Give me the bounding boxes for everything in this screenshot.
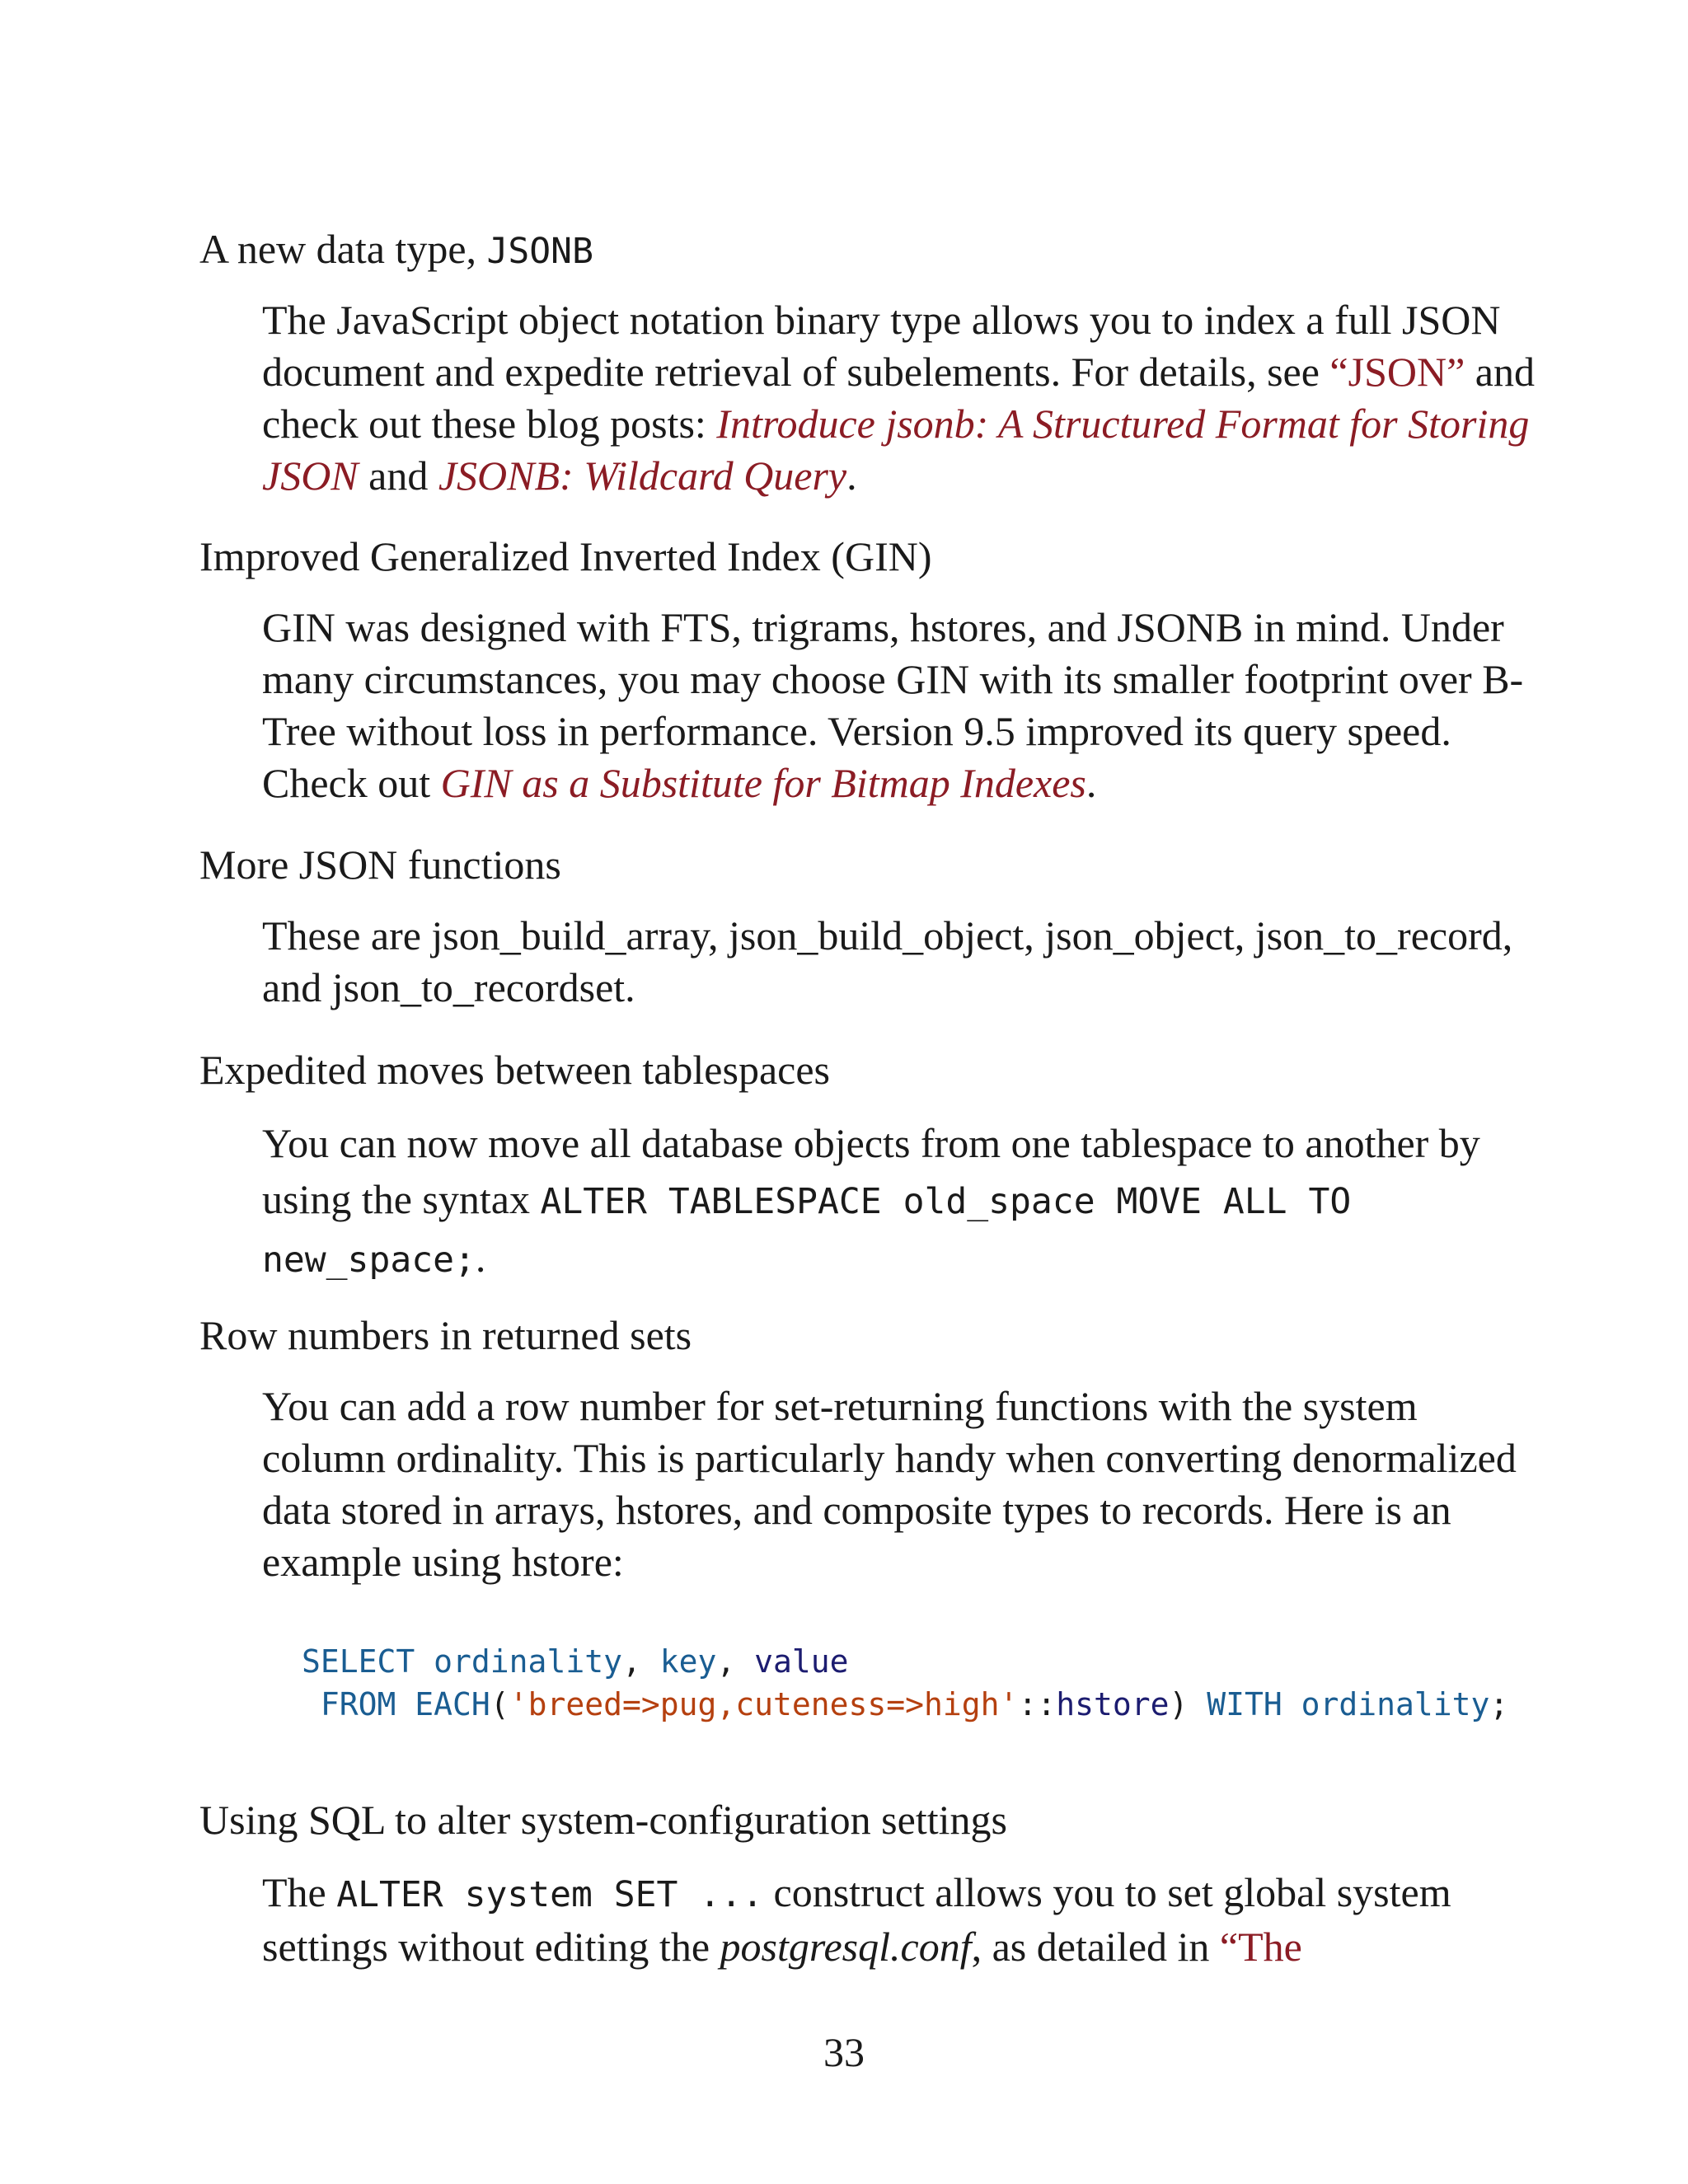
code-punct: ) [1169,1686,1207,1722]
definition-tablespaces [262,1115,1548,1288]
code-function: EACH [415,1686,490,1722]
def-text: construct allows you to set global system settings without editing the [262,1869,1451,1970]
def-text: and [358,452,438,499]
def-text: . [475,1235,486,1281]
code-identifier: ordinality [1301,1686,1490,1722]
code-identifier: key [659,1643,717,1680]
code-punct: ( [490,1686,509,1722]
code-string: 'breed=>pug,cuteness=>high' [509,1686,1019,1722]
term-gin: Improved Generalized Inverted Index (GIN) [199,533,932,579]
code-punct: ; [1489,1686,1509,1722]
term-code: JSONB [486,231,593,272]
json-section-link[interactable]: “JSON” [1329,349,1465,395]
def-code: ALTER TABLESPACE old_space MOVE ALL TO new_space; [262,1181,1352,1281]
definition-jsonb [262,294,1548,502]
def-code: ALTER system SET ... [336,1874,763,1915]
definition-row-numbers: You can add a row number for set-returning functions with the system column ordinality. This is particularly handy when converting denormalized data stored in arrays, hstores, and composite types to records. Here is an example using hstore: [262,1383,1517,1585]
definition-gin [262,602,1548,809]
code-keyword: FROM [320,1686,396,1722]
section-link[interactable]: “The [1219,1924,1302,1970]
definition-json-functions: These are json_build_array, json_build_object, json_object, json_to_record, and json_to_recordset. [262,912,1513,1010]
code-type: hstore [1056,1686,1170,1722]
gin-bitmap-link[interactable]: GIN as a Substitute for Bitmap Indexes [440,760,1086,806]
term-jsonb [199,224,593,276]
jsonb-wildcard-link[interactable]: JSONB: Wildcard Query [438,452,847,499]
code-identifier: ordinality [434,1643,622,1680]
code-keyword: WITH [1207,1686,1282,1722]
code-punct: , [621,1643,660,1680]
page-number: 33 [823,2029,865,2075]
introduce-jsonb-link[interactable]: Introduce jsonb: A Structured Format for Storing JSON [262,401,1530,499]
term-row-numbers: Row numbers in returned sets [199,1312,692,1358]
def-text: You can now move all database objects from one tablespace to another by using the syntax [262,1120,1480,1222]
code-punct: , [716,1643,755,1680]
def-text: . [846,452,857,499]
def-text: GIN was designed with FTS, trigrams, hstores, and JSONB in mind. Under many circumstances, you may choose GIN with its smaller footprint over B-Tree without loss in performance. Version 9.5 improved its query speed. Check out [262,604,1524,806]
term-text: A new data type, [199,226,487,272]
def-text: . [1085,760,1097,806]
code-punct: :: [1018,1686,1057,1722]
term-tablespaces: Expedited moves between tablespaces [199,1047,830,1093]
def-text: and check out these blog posts: [262,349,1535,447]
code-keyword: SELECT [302,1643,415,1680]
term-json-functions: More JSON functions [199,841,561,888]
def-text: , as detailed in [971,1924,1220,1970]
definition-alter-system [262,1867,1548,1973]
filename: postgresql.conf [720,1924,972,1970]
term-alter-system: Using SQL to alter system-configuration settings [199,1797,1007,1843]
def-text: The [262,1869,337,1915]
code-identifier: value [754,1643,849,1680]
def-text: The JavaScript object notation binary type allows you to index a full JSON document and expedite retrieval of subelements. For details, see [262,297,1501,395]
code-block [302,1640,1508,1726]
